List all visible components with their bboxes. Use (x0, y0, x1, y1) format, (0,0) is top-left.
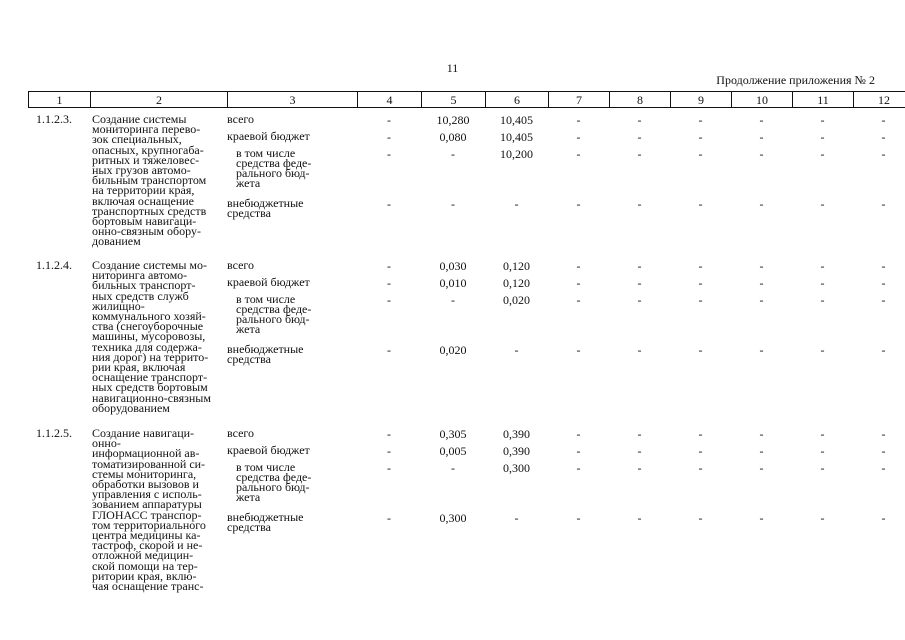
item-title-line: ства (снегоуборочные (92, 319, 204, 334)
header-row (29, 92, 905, 108)
funding-source (227, 428, 357, 438)
value-cell: - (698, 113, 703, 127)
value-cell: - (576, 293, 581, 307)
item-title-line: бильных транспорт- (92, 278, 196, 293)
column-header: 3 (228, 92, 358, 108)
value-cell: - (576, 511, 581, 525)
value-cell: - (451, 293, 455, 307)
value-cell: - (387, 293, 391, 307)
value-cell: - (637, 259, 642, 273)
item-number: 1.1.2.5. (36, 426, 72, 440)
funding-line (227, 131, 905, 143)
funding-source-line: жета (236, 176, 261, 190)
item-title-line: жилищно- (92, 298, 145, 313)
value-cell: - (387, 130, 391, 144)
funding-line (227, 198, 905, 218)
item-title-line: ниторинга автомо- (92, 268, 188, 283)
item-title-line: отложной медицин- (92, 548, 194, 563)
column-header: 9 (671, 92, 732, 108)
column-header-table (28, 91, 905, 108)
funding-source-line: жета (236, 490, 261, 504)
funding-source-line: средства (227, 520, 272, 534)
funding-source-line: средства феде- (236, 470, 312, 484)
column-header: 5 (422, 92, 486, 108)
funding-source (227, 344, 357, 364)
value-cell: - (881, 113, 886, 127)
value-cell: - (637, 461, 642, 475)
value-cell: - (637, 276, 642, 290)
value-cell: - (637, 444, 642, 458)
value-cell: - (576, 343, 581, 357)
item-title-line: дованием (92, 234, 141, 249)
value-cell: - (387, 259, 391, 273)
column-header: 11 (793, 92, 854, 108)
table-row (28, 258, 886, 415)
item-title-line: оснащение транспорт- (92, 370, 208, 385)
value-cell: - (387, 511, 391, 525)
value-cell: - (820, 147, 825, 161)
item-number: 1.1.2.3. (36, 112, 72, 126)
item-title-line: на территории края, (92, 183, 195, 198)
value-cell: - (881, 130, 886, 144)
funding-source (227, 445, 357, 455)
funding-source-line: всего (227, 258, 255, 272)
funding-source-line: внебюджетные (227, 510, 304, 524)
value-cell: - (881, 259, 886, 273)
item-title-line: ния дорог) на террито- (92, 349, 209, 364)
funding-source-line: рального бюд- (236, 480, 310, 494)
value-cell: - (387, 461, 391, 475)
value-cell: 0,020 (503, 293, 530, 307)
value-cell: - (698, 259, 703, 273)
value-cell: - (881, 276, 886, 290)
funding-line (227, 260, 905, 272)
value-cell: - (576, 444, 581, 458)
value-cell: - (881, 197, 886, 211)
value-cell: - (698, 444, 703, 458)
item-title-line: бортовым навигаци- (92, 214, 197, 229)
column-header: 2 (91, 92, 228, 108)
item-title-line: тастроф, скорой и не- (92, 538, 203, 553)
item-title-line: коммунального хозяй- (92, 309, 206, 324)
item-title-line: включая оснащение (92, 193, 194, 208)
value-cell: - (881, 444, 886, 458)
funding-line (227, 445, 905, 457)
item-title-line: мониторинга перево- (92, 122, 201, 137)
funding-source-line: внебюджетные (227, 342, 304, 356)
value-cell: - (451, 461, 455, 475)
value-cell: - (698, 197, 703, 211)
value-cell: - (637, 130, 642, 144)
funding-source-line: краевой бюджет (227, 129, 310, 143)
item-title-line: ГЛОНАСС транспор- (92, 507, 202, 522)
funding-source (227, 131, 357, 141)
funding-line (227, 512, 905, 532)
value-cell: - (759, 130, 764, 144)
item-title (90, 426, 227, 594)
funding-source (227, 277, 357, 287)
value-cell: - (387, 444, 391, 458)
value-cell: - (576, 130, 581, 144)
item-title-line: томатизированной си- (92, 456, 206, 471)
value-cell: - (576, 113, 581, 127)
value-cell: 10,200 (500, 147, 533, 161)
value-cell: 0,120 (503, 276, 530, 290)
item-title-line: стемы мониторинга, (92, 466, 197, 481)
item-title-line: онно- (92, 436, 121, 451)
value-cell: 0,390 (503, 427, 530, 441)
funding-source-line: средства феде- (236, 302, 312, 316)
value-cell: 0,080 (439, 130, 467, 144)
value-cell: - (820, 113, 825, 127)
value-cell: - (759, 276, 764, 290)
funding-source (227, 114, 357, 124)
item-title-line: оборудованием (92, 400, 170, 415)
value-cell: - (820, 511, 825, 525)
item-title-line: чая оснащение транс- (92, 579, 204, 594)
funding-source-line: краевой бюджет (227, 443, 310, 457)
value-cell: - (387, 276, 391, 290)
item-title-line: ритории края, вклю- (92, 568, 197, 583)
item-title-line: том территориального (92, 517, 206, 532)
value-cell: - (881, 511, 886, 525)
value-cell: - (637, 147, 642, 161)
value-cell: - (820, 293, 825, 307)
item-title-line: машины, мусоровозы, (92, 329, 206, 344)
funding-source-line: рального бюд- (236, 312, 310, 326)
item-title-line: техника для содержа- (92, 339, 202, 354)
value-cell: - (698, 130, 703, 144)
column-header: 6 (486, 92, 549, 108)
value-cell: - (576, 461, 581, 475)
value-cell: - (637, 197, 642, 211)
item-title-line: управления с исполь- (92, 487, 202, 502)
value-cell: 0,010 (439, 276, 467, 290)
funding-source-line: внебюджетные (227, 196, 304, 210)
page-number: 11 (446, 61, 459, 75)
funding-source-line: средства (227, 206, 272, 220)
value-cell: - (698, 511, 703, 525)
value-cell: - (759, 197, 764, 211)
value-cell: - (698, 343, 703, 357)
funding-source (227, 462, 357, 502)
value-cell: - (759, 444, 764, 458)
funding-source-line: в том числе (236, 146, 296, 160)
funding-source-line: рального бюд- (236, 166, 310, 180)
funding-source (227, 260, 357, 270)
value-cell: - (820, 444, 825, 458)
table-row (28, 426, 886, 594)
value-cell: - (514, 511, 519, 525)
value-cell: - (451, 147, 455, 161)
value-cell: 10,405 (500, 113, 533, 127)
item-title-line: ных средств служб (92, 288, 189, 303)
column-header: 12 (854, 92, 905, 108)
funding-source-line: в том числе (236, 460, 296, 474)
funding-line (227, 344, 905, 364)
funding-source-line: всего (227, 112, 255, 126)
item-title-line: ных средств бортовым (92, 380, 208, 395)
item-title-line: навигационно-связным (92, 390, 211, 405)
value-cell: - (820, 259, 825, 273)
value-cell: - (759, 461, 764, 475)
value-cell: - (881, 427, 886, 441)
funding-source-line: краевой бюджет (227, 275, 310, 289)
value-cell: - (820, 343, 825, 357)
item-title-line: информационной ав- (92, 446, 200, 461)
value-cell: - (759, 293, 764, 307)
funding-source (227, 148, 357, 188)
funding-source (227, 512, 357, 532)
item-title-line: Создание навигаци- (92, 426, 195, 440)
value-cell: - (576, 259, 581, 273)
item-title (90, 260, 227, 413)
value-cell: - (698, 461, 703, 475)
value-cell: - (637, 427, 642, 441)
value-cell: 0,300 (439, 511, 467, 525)
value-cell: - (881, 147, 886, 161)
value-cell: 0,120 (503, 259, 530, 273)
funding-source-line: средства (227, 352, 272, 366)
value-cell: - (759, 343, 764, 357)
value-cell: - (637, 511, 642, 525)
funding-source-line: всего (227, 426, 255, 440)
item-title-line: онно-связным обору- (92, 224, 201, 239)
value-cell: - (576, 427, 581, 441)
value-cell: - (387, 427, 391, 441)
item-title-line: зок специальных, (92, 132, 182, 147)
value-cell: - (514, 197, 519, 211)
value-cell: - (759, 259, 764, 273)
funding-line (227, 428, 905, 440)
item-title-line: Создание системы (92, 112, 187, 126)
value-cell: - (637, 113, 642, 127)
value-cell: - (637, 293, 642, 307)
value-cell: - (698, 276, 703, 290)
column-header: 10 (732, 92, 793, 108)
item-title-line: Создание системы мо- (92, 258, 208, 272)
item-title-line: транспортных средств (92, 203, 207, 218)
value-cell: 0,300 (503, 461, 530, 475)
value-cell: 0,020 (439, 343, 467, 357)
value-cell: - (881, 461, 886, 475)
item-title-line: зованием аппаратуры (92, 497, 202, 512)
column-header: 4 (358, 92, 422, 108)
item-title (90, 114, 227, 247)
item-title-line: бильным транспортом (92, 173, 207, 188)
value-cell: - (387, 197, 391, 211)
value-cell: - (387, 147, 391, 161)
item-title-line: ритных и тяжеловес- (92, 152, 200, 167)
funding-line (227, 462, 905, 502)
funding-line (227, 148, 905, 188)
column-header: 8 (610, 92, 671, 108)
value-cell: - (698, 293, 703, 307)
column-header: 7 (549, 92, 610, 108)
value-cell: - (820, 427, 825, 441)
item-title-line: ской помощи на тер- (92, 558, 198, 573)
value-cell: - (881, 343, 886, 357)
value-cell: - (759, 511, 764, 525)
value-cell: 0,305 (439, 427, 467, 441)
value-cell: 10,280 (436, 113, 470, 127)
funding-source (227, 198, 357, 218)
value-cell: - (759, 147, 764, 161)
value-cell: - (387, 343, 391, 357)
funding-source-line: средства феде- (236, 156, 312, 170)
item-title-line: рии края, включая (92, 360, 186, 375)
value-cell: - (759, 113, 764, 127)
table-row (28, 112, 886, 249)
value-cell: 0,390 (503, 444, 530, 458)
item-title-line: опасных, крупногаба- (92, 142, 204, 157)
appendix-label: Продолжение приложения № 2 (716, 73, 875, 87)
value-cell: - (820, 130, 825, 144)
value-cell: - (451, 197, 455, 211)
funding-source-line: жета (236, 322, 261, 336)
item-title-line: центра медицины ка- (92, 528, 201, 543)
item-number: 1.1.2.4. (36, 258, 72, 272)
value-cell: 10,405 (500, 130, 533, 144)
value-cell: - (698, 147, 703, 161)
item-title-line: ных грузов автомо- (92, 163, 191, 178)
value-cell: - (514, 343, 519, 357)
value-cell: - (637, 343, 642, 357)
value-cell: - (820, 197, 825, 211)
item-title-line: обработки вызовов и (92, 477, 199, 492)
funding-line (227, 114, 905, 126)
funding-line (227, 277, 905, 289)
column-header: 1 (29, 92, 91, 108)
funding-line (227, 294, 905, 334)
funding-source-line: в том числе (236, 292, 296, 306)
value-cell: - (576, 276, 581, 290)
funding-source (227, 294, 357, 334)
value-cell: - (576, 197, 581, 211)
value-cell: - (387, 113, 391, 127)
value-cell: - (820, 461, 825, 475)
value-cell: - (576, 147, 581, 161)
value-cell: - (759, 427, 764, 441)
value-cell: 0,005 (439, 444, 467, 458)
value-cell: - (820, 276, 825, 290)
value-cell: - (881, 293, 886, 307)
value-cell: - (698, 427, 703, 441)
value-cell: 0,030 (439, 259, 467, 273)
